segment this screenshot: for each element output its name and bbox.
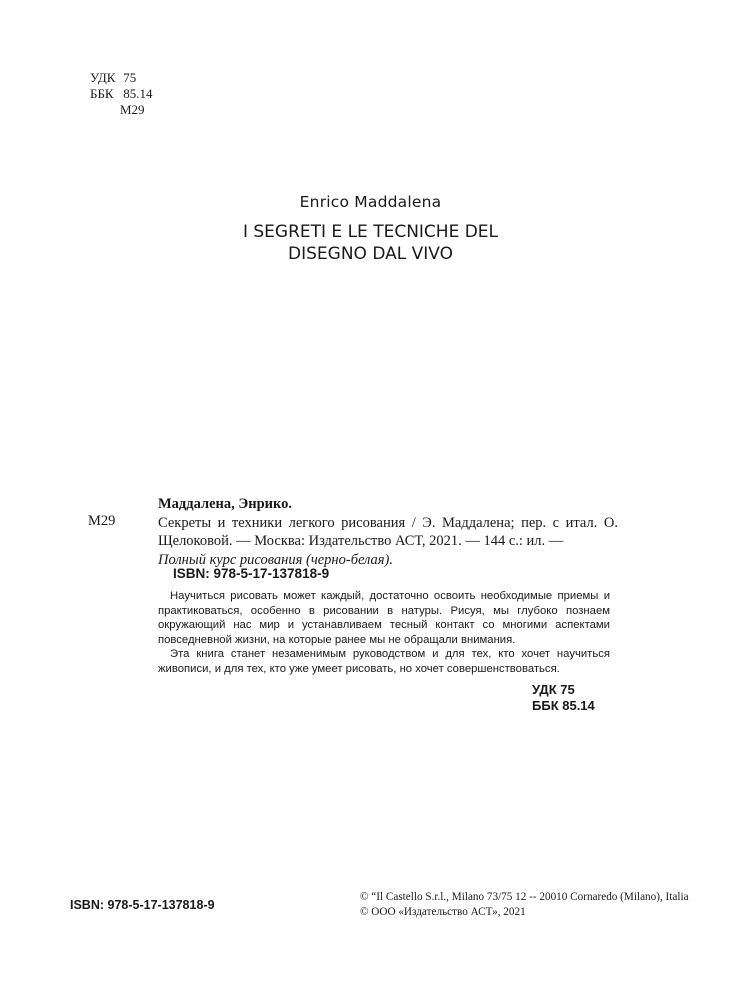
udk-row — [90, 70, 153, 86]
udk-label: УДК — [90, 70, 116, 85]
bottom-udk: УДК 75 — [532, 682, 575, 697]
top-classification-block — [90, 70, 153, 118]
bbk-value: 85.14 — [123, 86, 153, 101]
bottom-bbk: ББК 85.14 — [532, 698, 595, 713]
record-description — [158, 514, 618, 570]
record-series: Полный курс рисования (черно-белая). — [158, 551, 394, 568]
footer-isbn: ISBN: 978-5-17-137818-9 — [70, 898, 215, 912]
copyright-line-1: © “Il Castello S.r.l., Milano 73/75 12 -- 20010 Cornaredo (Milano), Italia — [360, 891, 689, 903]
bottom-classification-block — [532, 682, 595, 714]
record-isbn: ISBN: 978-5-17-137818-9 — [173, 566, 330, 581]
annotation-paragraph-2: Эта книга станет незаменимым руководством и для тех, кто хочет научиться живописи, и для тех, кто уже умеет рисовать, но хочет совершенствоваться. — [158, 648, 610, 675]
bbk-label: ББК — [90, 86, 114, 101]
author-mark-record: М29 — [88, 513, 116, 529]
original-title-line-2: DISEGNO DAL VIVO — [288, 244, 453, 264]
copyright-line-2: © ООО «Издательство АСТ», 2021 — [360, 906, 526, 918]
udk-value: 75 — [123, 70, 137, 85]
copyright-block — [360, 890, 689, 920]
record-description-text: Секреты и техники легкого рисования / Э. Маддалена; пер. с итал. О. Щелоковой. — Москва: Издательство АСТ, 2021. — 144 с.: ил. — — [158, 514, 618, 549]
annotation-paragraph-1: Научиться рисовать может каждый, достаточно освоить необходимые приемы и практиковаться, особенно в рисовании в натуры. Рисуя, мы глубоко познаем окружающий нас мир и устанавливаем тесный контакт со многими аспектами повседневной жизни, на которые ранее мы не обращали внимания. — [158, 590, 610, 646]
author-mark-top: М29 — [120, 102, 145, 117]
bbk-row — [90, 86, 153, 102]
annotation — [158, 589, 610, 676]
bibliographic-record — [158, 495, 618, 569]
original-title-line-1: I SEGRETI E LE TECNICHE DEL — [242, 222, 499, 242]
original-author: Enrico Maddalena — [299, 193, 442, 211]
record-heading: Маддалена, Энрико. — [158, 496, 293, 512]
original-title — [0, 221, 741, 265]
